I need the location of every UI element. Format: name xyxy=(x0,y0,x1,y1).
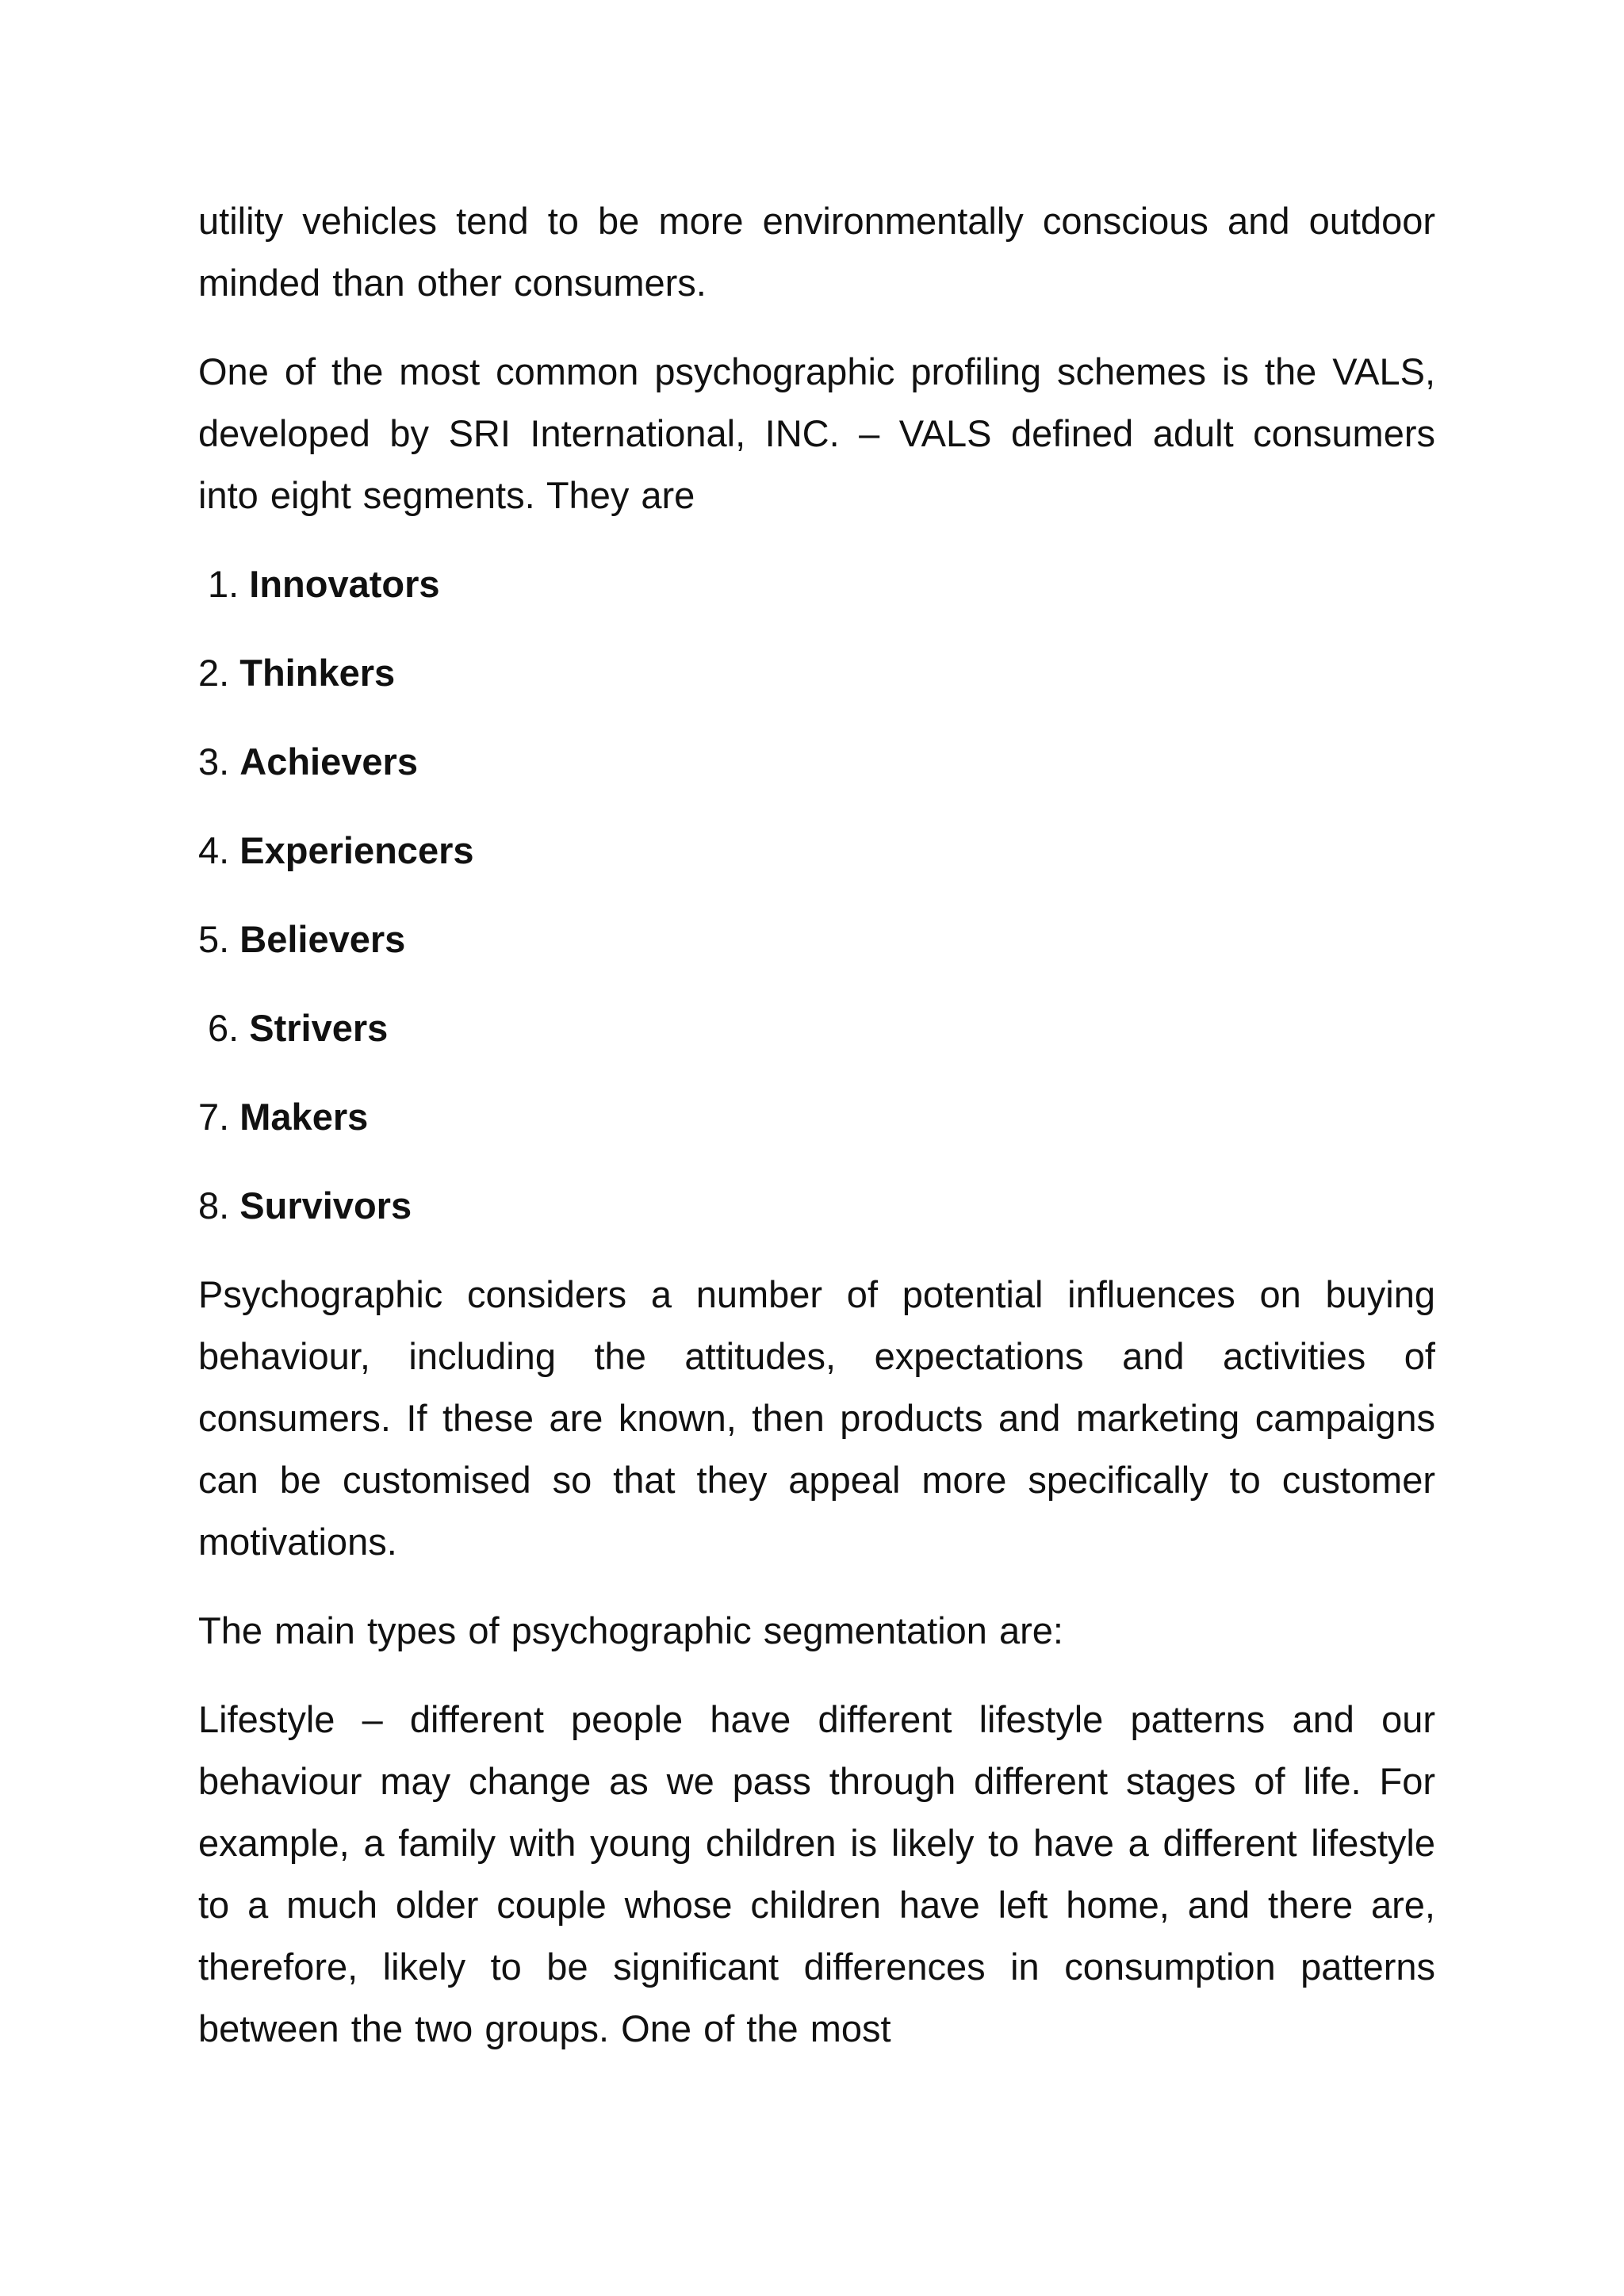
paragraph-main-types: The main types of psychographic segmentation are: xyxy=(198,1609,1063,1651)
list-item-number: 1. xyxy=(208,563,239,605)
list-item-number: 4. xyxy=(198,829,230,871)
list-item xyxy=(198,642,1435,704)
list-item xyxy=(198,731,1435,793)
list-item xyxy=(198,553,1435,615)
paragraph-psychographic-influences: Psychographic considers a number of potential influences on buying behaviour, including the attitudes, expectations and activities of consumers. If these are known, then products and marketing campaigns can be customised so that they appeal more specifically to customer motivations. xyxy=(198,1273,1435,1563)
list-item xyxy=(198,1086,1435,1148)
list-item xyxy=(198,1175,1435,1237)
document-page xyxy=(198,190,1435,2087)
list-item-term: Innovators xyxy=(249,563,440,605)
list-item xyxy=(198,909,1435,970)
list-item-term: Achievers xyxy=(239,740,418,783)
list-item-number: 3. xyxy=(198,740,230,783)
list-item-term: Believers xyxy=(239,918,406,960)
vals-segment-list xyxy=(198,553,1435,1237)
list-item-number: 2. xyxy=(198,652,230,694)
list-item-term: Thinkers xyxy=(239,652,396,694)
list-item-number: 7. xyxy=(198,1096,230,1138)
list-item-term: Survivors xyxy=(239,1184,412,1226)
paragraph-vals-intro: One of the most common psychographic profiling schemes is the VALS, developed by SRI International, INC. – VALS defined adult consumers into eight segments. They are xyxy=(198,350,1435,516)
list-item xyxy=(198,820,1435,882)
list-item xyxy=(198,997,1435,1059)
list-item-term: Makers xyxy=(239,1096,369,1138)
list-item-term: Experiencers xyxy=(239,829,474,871)
list-item-number: 8. xyxy=(198,1184,230,1226)
list-item-number: 6. xyxy=(208,1007,239,1049)
paragraph-lifestyle: Lifestyle – different people have different lifestyle patterns and our behaviour may change as we pass through different stages of life. For example, a family with young children is likely to have a different lifestyle to a much older couple whose children have left home, and there are, therefore, likely to be significant differences in consumption patterns between the two groups. One of the most xyxy=(198,1698,1435,2049)
list-item-number: 5. xyxy=(198,918,230,960)
list-item-term: Strivers xyxy=(249,1007,389,1049)
paragraph-utility-vehicles: utility vehicles tend to be more environmentally conscious and outdoor minded than other consumers. xyxy=(198,200,1435,304)
